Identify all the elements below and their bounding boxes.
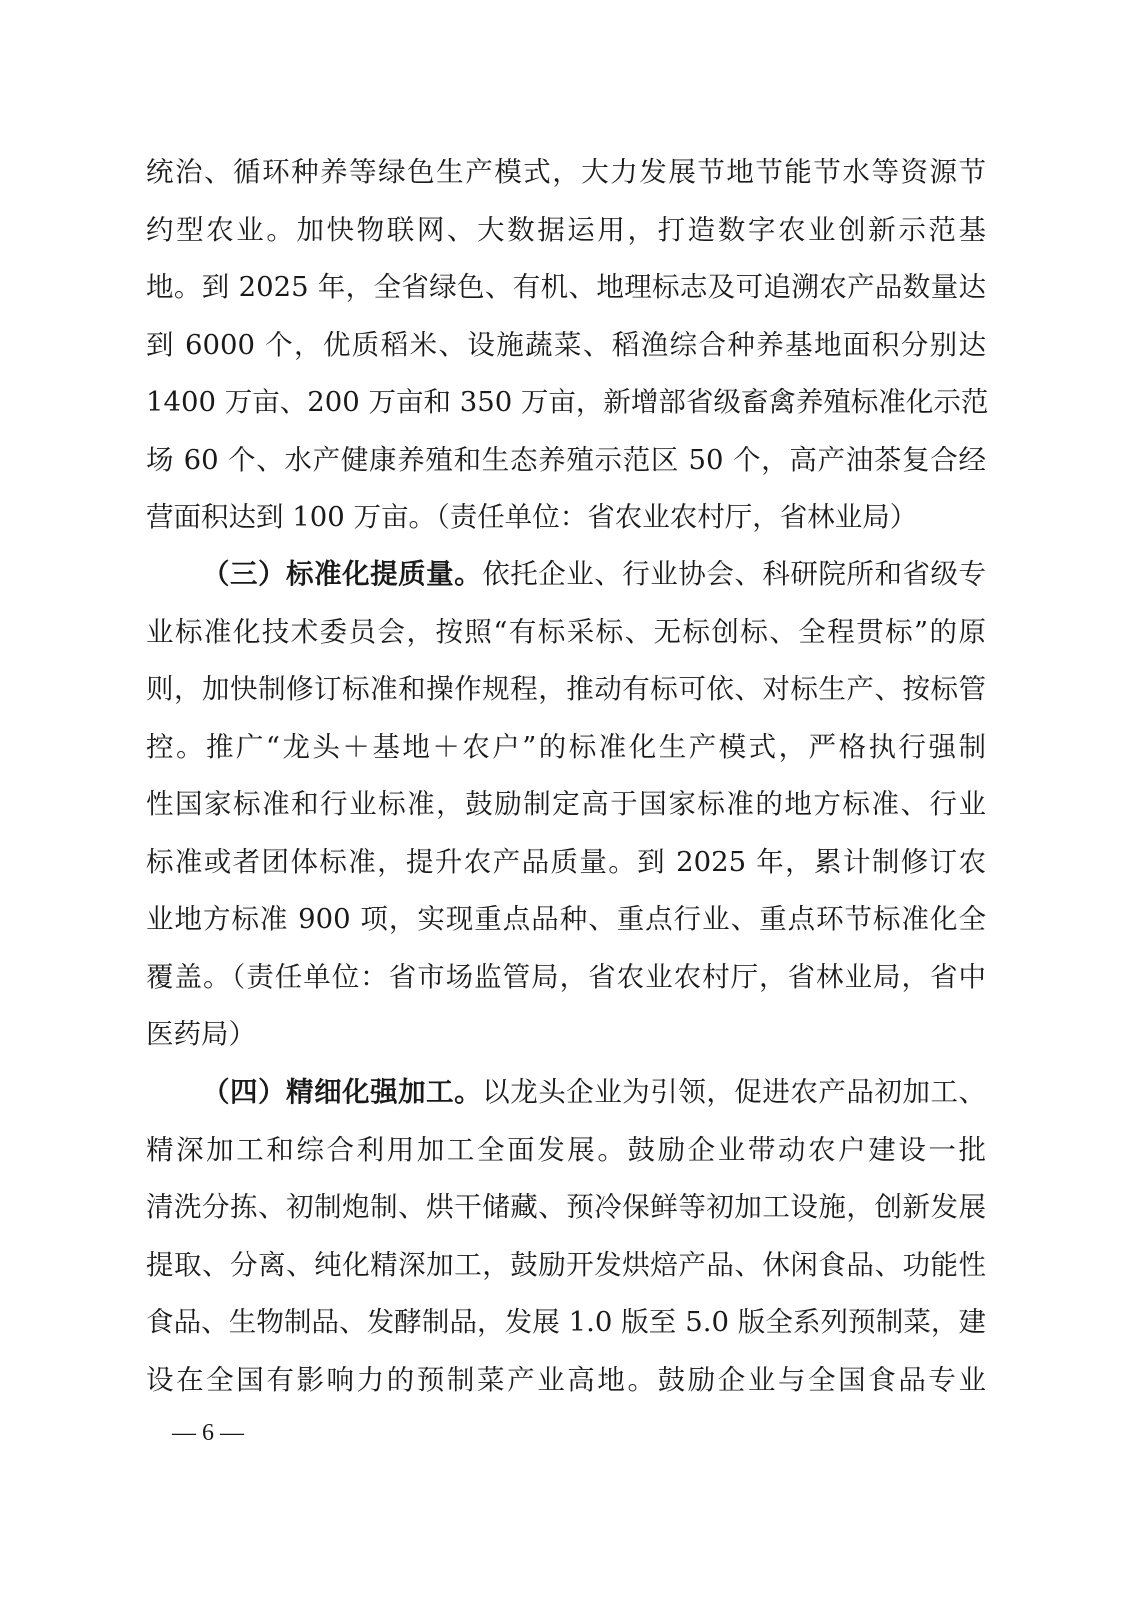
text-line: 标准或者团体标准，提升农产品质量。到 2025 年，累计制修订农 xyxy=(146,845,986,878)
page-number: — 6 — xyxy=(172,1420,244,1446)
paragraph-continuation xyxy=(146,144,989,547)
text-line xyxy=(146,546,986,604)
text-line: 业标准化技术委员会，按照“有标采标、无标创标、全程贯标”的原 xyxy=(146,615,986,648)
paragraph-standardization xyxy=(146,546,986,1064)
text-line: 业地方标准 900 项，实现重点品种、重点行业、重点环节标准化全 xyxy=(146,903,986,935)
text-line: 精深加工和综合利用加工全面发展。鼓励企业带动农户建设一批 xyxy=(146,1133,986,1166)
text-line: 到 6000 个，优质稻米、设施蔬菜、稻渔综合种养基地面积分别达 xyxy=(146,328,986,361)
text-line: 则，加快制修订标准和操作规程，推动有标可依、对标生产、按标管 xyxy=(146,673,986,705)
text-line: 清洗分拣、初制炮制、烘干储藏、预冷保鲜等初加工设施，创新发展 xyxy=(146,1191,986,1223)
text-line: 控。推广“龙头＋基地＋农户”的标准化生产模式，严格执行强制 xyxy=(146,730,986,763)
text-line: 覆盖。（责任单位：省市场监管局，省农业农村厅，省林业局，省中 xyxy=(146,960,986,993)
text-line: 营面积达到 100 万亩。（责任单位：省农业农村厅，省林业局） xyxy=(146,501,918,533)
paragraph-processing xyxy=(146,1064,986,1409)
text-line: 约型农业。加快物联网、大数据运用，打造数字农业创新示范基 xyxy=(146,213,986,246)
text-line: 性国家标准和行业标准，鼓励制定高于国家标准的地方标准、行业 xyxy=(146,788,986,820)
text-line: 1400 万亩、200 万亩和 350 万亩，新增部省级畜禽养殖标准化示范 xyxy=(146,386,989,418)
section-heading: （三）标准化提质量。 xyxy=(202,558,483,590)
text-line: 统治、循环种养等绿色生产模式，大力发展节地节能节水等资源节 xyxy=(146,156,986,188)
text-line: 提取、分离、纯化精深加工，鼓励开发烘焙产品、休闲食品、功能性 xyxy=(146,1248,986,1281)
section-heading: （四）精细化强加工。 xyxy=(202,1076,483,1108)
text-line: 场 60 个、水产健康养殖和生态养殖示范区 50 个，高产油茶复合经 xyxy=(146,443,986,476)
text-line xyxy=(146,1064,986,1122)
text-span: 以龙头企业为引领，促进农产品初加工、 xyxy=(482,1076,987,1108)
text-line: 设在全国有影响力的预制菜产业高地。鼓励企业与全国食品专业 xyxy=(146,1363,986,1396)
text-line: 医药局） xyxy=(146,1018,256,1050)
text-line: 地。到 2025 年，全省绿色、有机、地理标志及可追溯农产品数量达 xyxy=(146,271,986,303)
text-span: 依托企业、行业协会、科研院所和省级专 xyxy=(482,558,987,590)
text-line: 食品、生物制品、发酵制品，发展 1.0 版至 5.0 版全系列预制菜，建 xyxy=(146,1306,986,1338)
